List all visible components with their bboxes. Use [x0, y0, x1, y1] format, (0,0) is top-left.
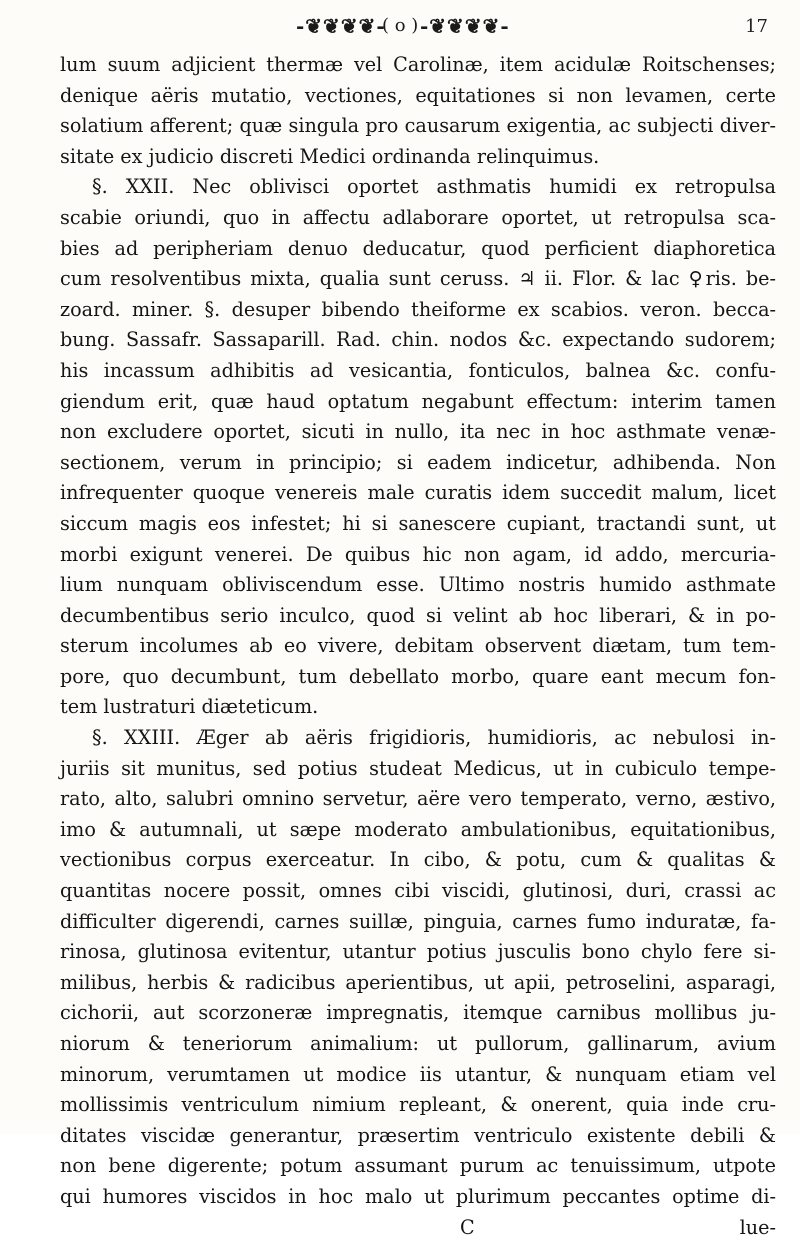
text-line: niorum & teneriorum animalium: ut pullorum, gallinarum, avium: [60, 1032, 776, 1055]
text-line: quantitas nocere possit, omnes cibi viscidi, glutinosi, duri, crassi ac: [60, 879, 776, 903]
text-line: vectionibus corpus exerceatur. In cibo, & potu, cum & qualitas &: [60, 848, 776, 872]
text-line: decumbentibus serio inculco, quod si velint ab hoc liberari, & in po-: [60, 603, 776, 627]
text-line: ditates viscidæ generantur, præsertim ventriculo existente debili &: [60, 1123, 776, 1147]
text-line: infrequenter quoque venereis male curatis idem succedit malum, licet: [60, 481, 776, 505]
text-line: solatium afferent; quæ singula pro causarum exigentia, ac subjecti diver-: [60, 114, 776, 138]
catchword: lue-: [739, 1215, 776, 1239]
text-line: his incassum adhibitis ad vesicantia, fonticulos, balnea &c. confu-: [60, 358, 776, 382]
left-ornament: -❦❦❦❦-: [296, 14, 386, 38]
text-line: sitate ex judicio discreti Medici ordinanda relinquimus.: [60, 144, 600, 168]
text-line: denique aëris mutatio, vectiones, equitationes si non levamen, certe: [60, 83, 776, 107]
text-line: rato, alto, salubri omnino servetur, aëre vero temperato, verno, æstivo,: [60, 787, 776, 811]
text-line: mollissimis ventriculum nimium repleant, & onerent, quia inde cru-: [60, 1093, 776, 1117]
text-line: pore, quo decumbunt, tum debellato morbo, quare eant mecum fon-: [60, 664, 776, 688]
text-line: non excludere oportet, sicuti in nullo, ita nec in hoc asthmate venæ-: [60, 420, 776, 444]
text-line: morbi exigunt venerei. De quibus hic non agam, id addo, mercuria-: [60, 542, 776, 566]
page-header: [0, 10, 800, 50]
text-line: cichorii, aut scorzoneræ impregnatis, itemque carnibus mollibus ju-: [60, 1001, 776, 1025]
text-line: difficulter digerendi, carnes suillæ, pinguia, carnes fumo induratæ, fa-: [60, 909, 776, 933]
text-line: imo & autumnali, ut sæpe moderato ambulationibus, equitationibus,: [60, 817, 776, 841]
text-line: qui humores viscidos in hoc malo ut plurimum peccantes optime di-: [60, 1184, 776, 1208]
footer-line: [60, 1213, 776, 1243]
text-line: lium nunquam obliviscendum esse. Ultimo nostris humido asthmate: [60, 573, 776, 597]
text-line: siccum magis eos infestet; hi si sanescere cupiant, tractandi sunt, ut: [60, 511, 776, 535]
signature-mark: C: [460, 1215, 475, 1239]
text-line: non bene digerente; potum assumant purum ac tenuissimum, utpote: [60, 1154, 776, 1178]
text-line: minorum, verumtamen ut modice iis utantur, & nunquam etiam vel: [60, 1062, 776, 1086]
text-line: lum suum adjicient thermæ vel Carolinæ, item acidulæ Roitschenses;: [60, 53, 776, 76]
text-line: tem lustraturi diæteticum.: [60, 695, 319, 719]
text-line: cum resolventibus mixta, qualia sunt ceruss. ♃ ii. Flor. & lac ♀ris. be-: [60, 267, 776, 291]
text-line: milibus, herbis & radicibus aperientibus, ut apii, petroselini, asparagi,: [60, 970, 776, 994]
text-line: giendum erit, quæ haud optatum negabunt effectum: interim tamen: [60, 389, 776, 413]
text-line: scabie oriundi, quo in affectu adlaborare oportet, ut retropulsa sca-: [60, 205, 776, 229]
right-ornament: -❦❦❦❦-: [420, 14, 510, 38]
page-number: 17: [745, 16, 768, 37]
text-line: sectionem, verum in principio; si eadem indicetur, adhibenda. Non: [60, 450, 776, 474]
section-22-start: §. XXII. Nec oblivisci oportet asthmatis humidi ex retropulsa: [92, 175, 776, 199]
body-text: [60, 50, 776, 1243]
text-line: zoard. miner. §. desuper bibendo theiforme ex scabios. veron. becca-: [60, 297, 776, 321]
section-23-start: §. XXIII. Æger ab aëris frigidioris, humidioris, ac nebulosi in-: [92, 726, 776, 750]
page-header-mark: ( o ): [382, 15, 419, 36]
text-line: bung. Sassafr. Sassaparill. Rad. chin. nodos &c. expectando sudorem;: [60, 328, 776, 352]
text-line: juriis sit munitus, sed potius studeat Medicus, ut in cubiculo tempe-: [60, 756, 776, 780]
text-line: rinosa, glutinosa evitentur, utantur potius jusculis bono chylo fere si-: [60, 940, 776, 964]
text-line: bies ad peripheriam denuo deducatur, quod perficient diaphoretica: [60, 236, 776, 260]
text-line: sterum incolumes ab eo vivere, debitam observent diætam, tum tem-: [60, 634, 776, 658]
